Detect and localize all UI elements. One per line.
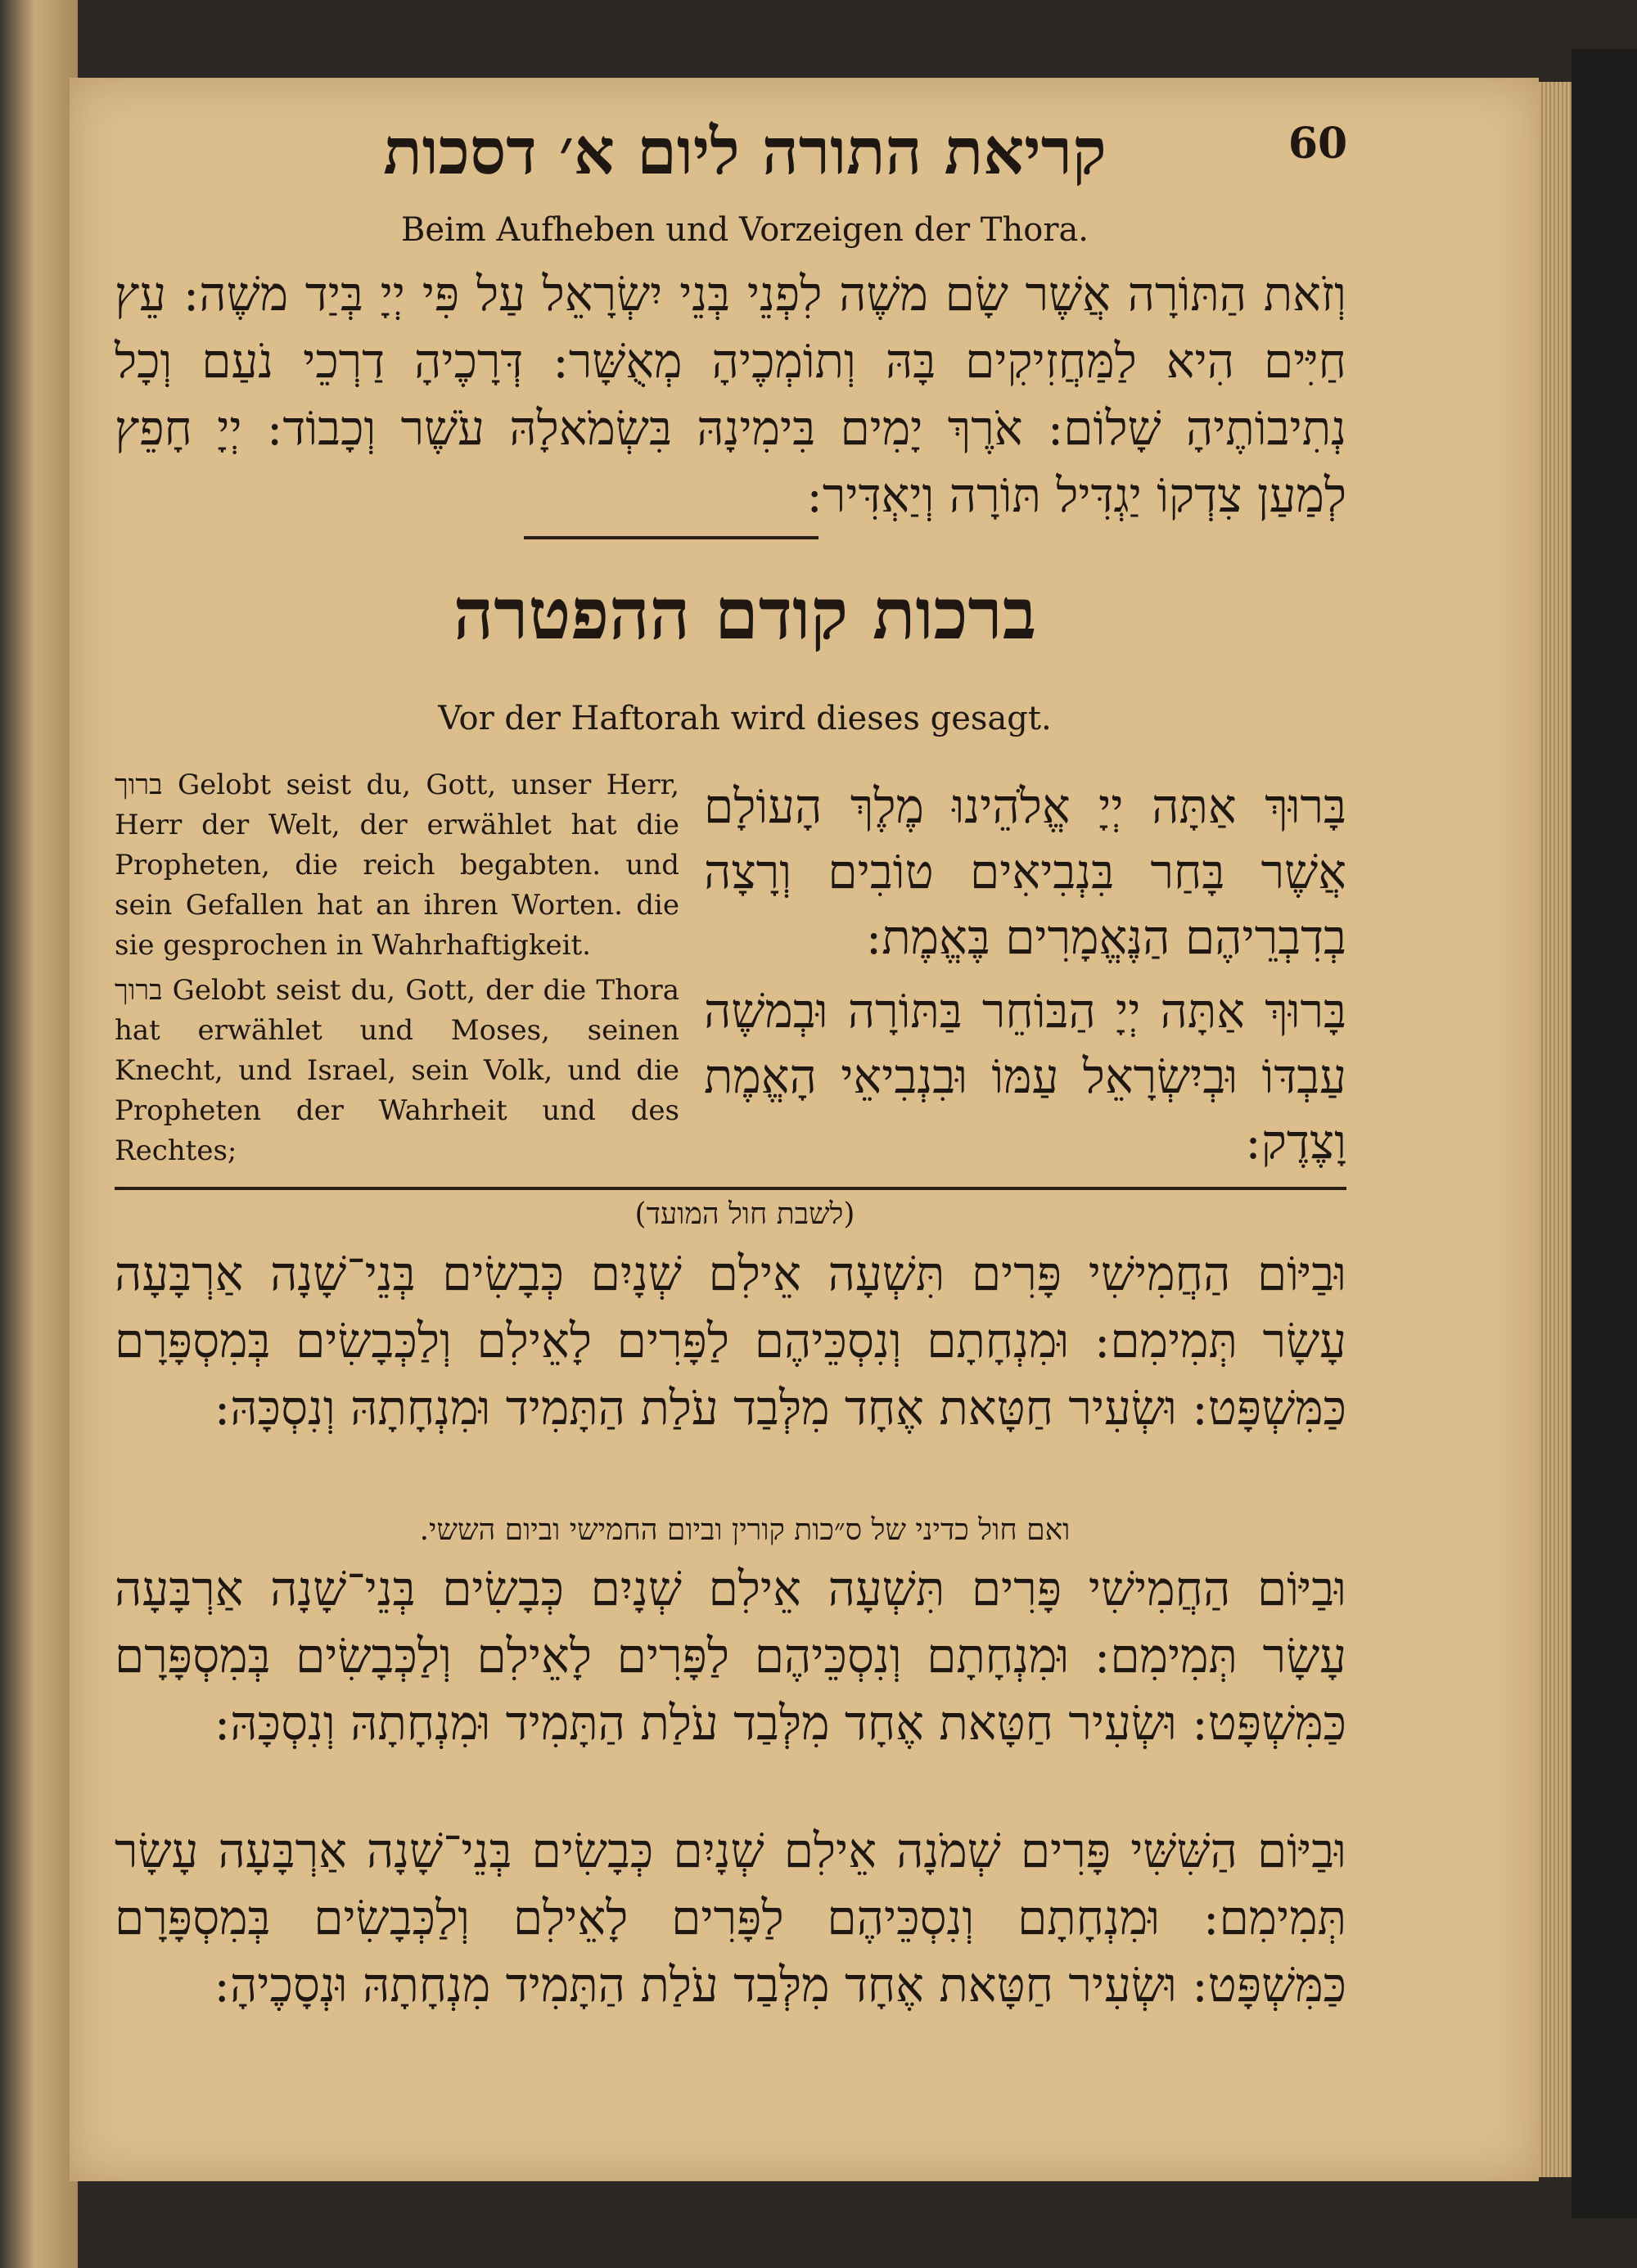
note-shabbat-chol-hamoed: (לשבת חול המועד) (634, 1197, 855, 1231)
german-blessing-2: ברוך Gelobt seist du, Gott, der die Thora hat erwählet und Moses, seinen Knecht, und Israel, sein Volk, und die Propheten der Wahrheit und des Rechtes; (115, 974, 679, 1167)
section-title-haftorah: ברכות קודם ההפטרה (453, 573, 1037, 656)
divider-short (524, 536, 818, 539)
page-title: קריאת התורה ליום א׳ דסכות (383, 115, 1107, 189)
divider-long (115, 1187, 1346, 1190)
hebrew-paragraph-sixth-day: וּבַיּוֹם הַשִּׁשִּׁי פָּרִים שְׁמֹנָה אֵילִם שְׁנָיִם כְּבָשִׂים בְּנֵי־שָׁנָה אַרְבָּעָה עָשָׂר תְּמִימִם: וּמִנְחָתָם וְנִסְכֵּיהֶם לַפָּרִים לָאֵילִם וְלַכְּבָשִׂים בְּמִסְפָּרָם כַּמִּשְׁפָּט: וּשְׂעִיר חַטָּאת אֶחָד מִלְּבַד עֹלַת הַתָּמִיד מִנְחָתָהּ וּנְסָכֶיהָ: (115, 1823, 1346, 2013)
hebrew-paragraph-fifth-day: וּבַיּוֹם הַחֲמִישִׁי פָּרִים תִּשְׁעָה אֵילִם שְׁנָיִם כְּבָשִׂים בְּנֵי־שָׁנָה אַרְבָּעָה עָשָׂר תְּמִימִם: וּמִנְחָתָם וְנִסְכֵּיהֶם לַפָּרִים לָאֵילִם וְלַכְּבָשִׂים בְּמִסְפָּרָם כַּמִּשְׁפָּט: וּשְׂעִיר חַטָּאת אֶחָד מִלְּבַד עֹלַת הַתָּמִיד וּמִנְחָתָהּ וְנִסְכָּהּ: (115, 1246, 1346, 1436)
page-number: 60 (1288, 119, 1348, 169)
hebrew-paragraph-vezot-hatorah: וְזֹאת הַתּוֹרָה אֲשֶׁר שָׂם משֶׁה לִפְנֵי בְּנֵי יִשְׂרָאֵל עַל פִּי יְיָ בְּיַד משֶׁה: עֵץ חַיִּים הִיא לַמַּחֲזִיקִים בָּהּ וְתוֹמְכֶיהָ מְאֻשָּׁר: דְּרָכֶיהָ דַרְכֵי נֹעַם וְכָל נְתִיבוֹתֶיהָ שָׁלוֹם: אֹרֶךְ יָמִים בִּימִינָהּ בִּשְׂמֹאלָהּ עֹשֶׁר וְכָבוֹד: יְיָ חָפֵץ לְמַעַן צִדְקוֹ יַגְדִּיל תּוֹרָה וְיַאְדִּיר: (115, 266, 1346, 523)
german-translation-column (115, 765, 679, 1171)
hebrew-blessing-1: בָּרוּךְ אַתָּה יְיָ אֱלֹהֵינוּ מֶלֶךְ הָעוֹלָם אֲשֶׁר בָּחַר בִּנְבִיאִים טוֹבִים וְרָצָה בְדִבְרֵיהֶם הַנֶּאֱמָרִים בֶּאֱמֶת: (704, 778, 1346, 965)
subtitle-haftorah: Vor der Haftorah wird dieses gesagt. (438, 700, 1052, 737)
page-edges (1539, 82, 1572, 2177)
hebrew-paragraph-fifth-day-repeat: וּבַיּוֹם הַחֲמִישִׁי פָּרִים תִּשְׁעָה אֵילִם שְׁנָיִם כְּבָשִׂים בְּנֵי־שָׁנָה אַרְבָּעָה עָשָׂר תְּמִימִם: וּמִנְחָתָם וְנִסְכֵּיהֶם לַפָּרִים לָאֵילִם וְלַכְּבָשִׂים בְּמִסְפָּרָם כַּמִּשְׁפָּט: וּשְׂעִיר חַטָּאת אֶחָד מִלְּבַד עֹלַת הַתָּמִיד וּמִנְחָתָהּ וְנִסְכָּהּ: (115, 1561, 1346, 1751)
subtitle-lifting-torah: Beim Aufheben und Vorzeigen der Thora. (400, 211, 1089, 249)
book-cover (1572, 49, 1637, 2218)
german-blessing-1: ברוך Gelobt seist du, Gott, unser Herr, Herr der Welt, der erwählet hat die Propheten, die reich begabten. und sein Gefallen hat an ihren Worten. die sie gesprochen in Wahrhaftigkeit. (115, 769, 679, 962)
book-binding (0, 0, 78, 2268)
note-weekday-reading: ואם חול כדיני של ס״כות קורין וביום החמישי וביום הששי. (419, 1513, 1071, 1547)
hebrew-blessing-2: בָּרוּךְ אַתָּה יְיָ הַבּוֹחֵר בַּתּוֹרָה וּבְמשֶׁה עַבְדּוֹ וּבְיִשְׂרָאֵל עַמּוֹ וּבִנְבִיאֵי הָאֱמֶת וָצֶדֶק: (704, 983, 1346, 1170)
